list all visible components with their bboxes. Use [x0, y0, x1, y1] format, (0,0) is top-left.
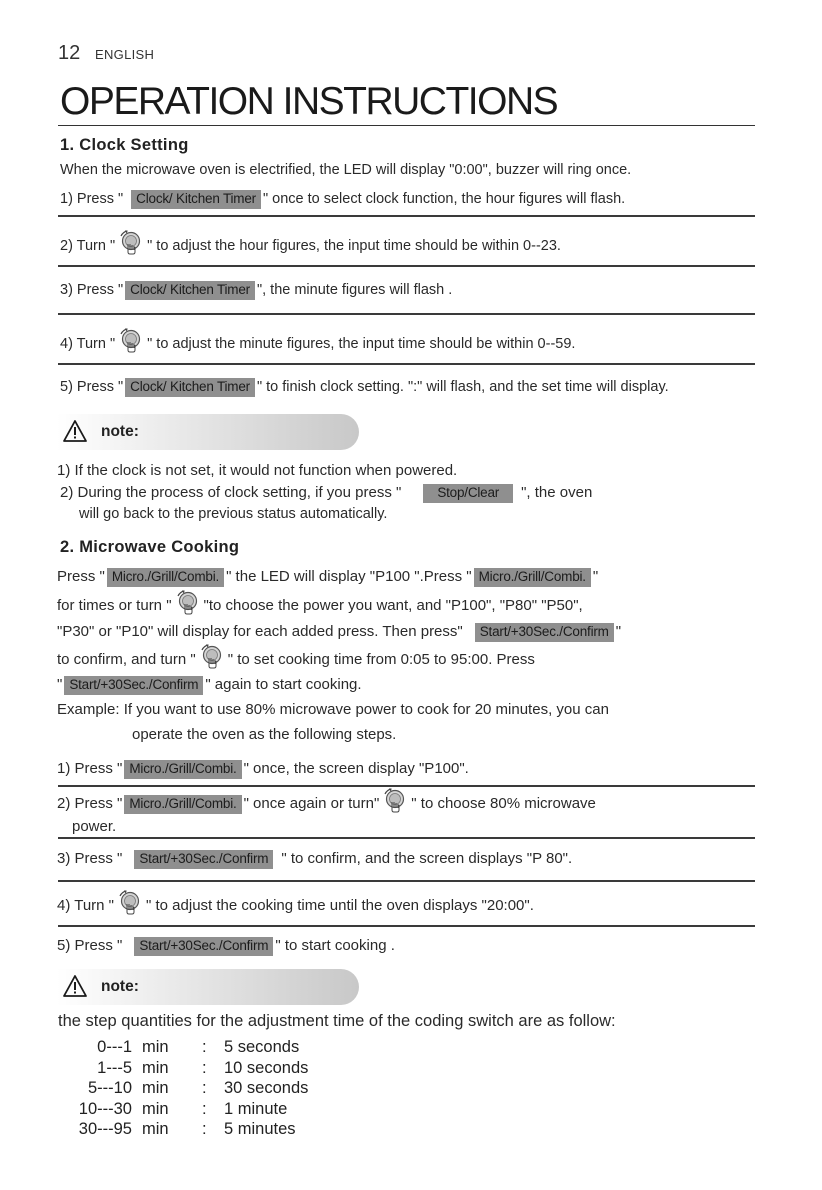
warning-icon — [62, 974, 88, 998]
step-divider — [58, 837, 755, 839]
microwave-step-3: 3) Press " Start/+30Sec./Confirm " to confirm, and the screen displays "P 80". — [57, 850, 573, 867]
table-row: 5---10 min : 30 seconds — [87, 1079, 309, 1098]
clock-note-2-cont: will go back to the previous status automatically. — [79, 506, 388, 522]
microwave-para-line-2: for times or turn " "to choose the power you want, and "P100", "P80" "P50", — [57, 596, 583, 616]
micro-grill-combi-button: Micro./Grill/Combi. — [124, 795, 241, 814]
start-confirm-button: Start/+30Sec./Confirm — [64, 676, 203, 695]
step-divider — [58, 363, 755, 365]
clock-kitchen-timer-button: Clock/ Kitchen Timer — [131, 190, 261, 209]
title-divider — [58, 125, 755, 126]
note-banner — [57, 414, 359, 450]
note-label: note: — [101, 423, 139, 440]
clock-kitchen-timer-button: Clock/ Kitchen Timer — [125, 378, 255, 397]
microwave-para-line-5: " Start/+30Sec./Confirm " again to start cooking. — [57, 676, 362, 693]
clock-intro-text: When the microwave oven is electrified, the LED will display "0:00", buzzer will ring once. — [60, 162, 632, 178]
example-line-2: operate the oven as the following steps. — [132, 726, 397, 743]
dial-knob-icon — [381, 786, 409, 814]
step-divider — [58, 880, 755, 882]
start-confirm-button: Start/+30Sec./Confirm — [134, 850, 273, 869]
microwave-step-1: 1) Press " Micro./Grill/Combi. " once, the screen display "P100". — [57, 760, 469, 777]
page-language: ENGLISH — [95, 47, 155, 62]
table-row: 10---30 min : 1 minute — [78, 1099, 288, 1118]
clock-step-1: 1) Press " Clock/ Kitchen Timer " once to select clock function, the hour figures will flash. — [60, 191, 626, 207]
microwave-para-line-4: to confirm, and turn " " to set cooking time from 0:05 to 95:00. Press — [57, 650, 535, 670]
step-divider — [58, 313, 755, 315]
warning-icon — [62, 419, 88, 443]
clock-note-2: 2) During the process of clock setting, if you press " Stop/Clear ", the oven — [60, 484, 593, 501]
table-row: 0---1 min : 5 seconds — [97, 1038, 300, 1057]
dial-knob-icon — [117, 326, 145, 354]
dial-knob-icon — [198, 642, 226, 670]
section-heading-clock: 1. Clock Setting — [60, 136, 189, 154]
step-divider — [58, 215, 755, 217]
step-quantities-text: the step quantities for the adjustment time of the coding switch are as follow: — [58, 1012, 616, 1030]
micro-grill-combi-button: Micro./Grill/Combi. — [124, 760, 241, 779]
clock-step-2: 2) Turn " " to adjust the hour figures, the input time should be within 0--23. — [60, 236, 561, 256]
stop-clear-button: Stop/Clear — [423, 484, 513, 503]
step-quantities-table — [70, 1037, 308, 1140]
dial-knob-icon — [116, 888, 144, 916]
note-label: note: — [101, 978, 139, 995]
clock-kitchen-timer-button: Clock/ Kitchen Timer — [125, 281, 255, 300]
microwave-para-line-3: "P30" or "P10" will display for each added press. Then press" Start/+30Sec./Confirm " — [57, 623, 622, 640]
microwave-step-2-cont: power. — [72, 818, 117, 835]
table-row: 1---5 min : 10 seconds — [97, 1058, 309, 1077]
page-title: OPERATION INSTRUCTIONS — [60, 80, 558, 123]
note-banner — [57, 969, 359, 1005]
page-number: 12 — [58, 42, 81, 64]
microwave-step-2: 2) Press " Micro./Grill/Combi. " once again or turn" " to choose 80% microwave — [57, 794, 596, 814]
example-line-1: Example: If you want to use 80% microwave power to cook for 20 minutes, you can — [57, 701, 609, 718]
start-confirm-button: Start/+30Sec./Confirm — [134, 937, 273, 956]
dial-knob-icon — [174, 588, 202, 616]
step-divider — [58, 925, 755, 927]
clock-step-5: 5) Press " Clock/ Kitchen Timer " to finish clock setting. ":" will flash, and the set time will display. — [60, 379, 669, 395]
step-divider — [58, 265, 755, 267]
clock-step-3: 3) Press " Clock/ Kitchen Timer ", the minute figures will flash . — [60, 282, 453, 298]
microwave-step-4: 4) Turn " " to adjust the cooking time until the oven displays "20:00". — [57, 896, 534, 916]
section-heading-microwave: 2. Microwave Cooking — [60, 538, 240, 556]
micro-grill-combi-button: Micro./Grill/Combi. — [474, 568, 591, 587]
microwave-step-5: 5) Press " Start/+30Sec./Confirm " to start cooking . — [57, 937, 395, 954]
dial-knob-icon — [117, 228, 145, 256]
clock-step-4: 4) Turn " " to adjust the minute figures, the input time should be within 0--59. — [60, 334, 575, 354]
microwave-para-line-1: Press " Micro./Grill/Combi. " the LED will display "P100 ".Press " Micro./Grill/Combi. " — [57, 568, 599, 585]
micro-grill-combi-button: Micro./Grill/Combi. — [107, 568, 224, 587]
start-confirm-button: Start/+30Sec./Confirm — [475, 623, 614, 642]
table-row: 30---95 min : 5 minutes — [78, 1120, 296, 1139]
clock-note-1: 1) If the clock is not set, it would not function when powered. — [57, 462, 458, 479]
